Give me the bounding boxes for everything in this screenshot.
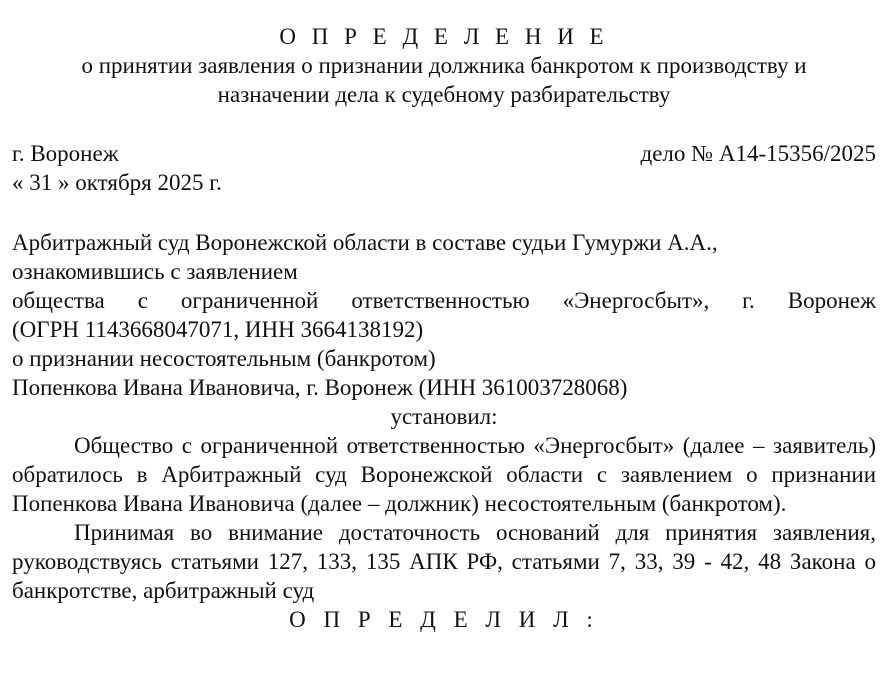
case-number: дело № А14-15356/2025	[640, 141, 876, 166]
intro-block	[12, 228, 876, 402]
paragraph-2: Принимая во внимание достаточность оснований для принятия заявления, руководствуясь статьями 127, 133, 135 АПК РФ, статьями 7, 33, 39 - 42, 48 Закона о банкротстве, арбитражный суд	[12, 520, 876, 603]
document-subtitle-line-1: о принятии заявления о признании должника банкротом к производству и	[81, 53, 807, 78]
intro-line-2: ознакомившись с заявлением	[12, 259, 298, 284]
intro-line-6: Попенкова Ивана Ивановича, г. Воронеж (ИНН 361003728068)	[12, 375, 628, 400]
document-date: « 31 » октября 2025 г.	[12, 170, 222, 195]
document-title: О П Р Е Д Е Л Е Н И Е	[279, 24, 609, 49]
document-subtitle-line-2: назначении дела к судебному разбирательству	[217, 82, 671, 107]
city: г. Воронеж	[12, 141, 119, 166]
ruling-heading: О П Р Е Д Е Л И Л :	[289, 607, 599, 632]
intro-line-3: общества с ограниченной ответственностью «Энергосбыт», г. Воронеж	[12, 288, 876, 313]
established-heading: установил:	[390, 404, 498, 429]
intro-line-4: (ОГРН 1143668047071, ИНН 3664138192)	[12, 317, 424, 342]
intro-line-5: о признании несостоятельным (банкротом)	[12, 346, 436, 371]
intro-line-1: Арбитражный суд Воронежской области в составе судьи Гумуржи А.А.,	[12, 230, 718, 255]
document-meta-row	[12, 139, 876, 168]
paragraph-1: Общество с ограниченной ответственностью «Энергосбыт» (далее – заявитель) обратилось в Арбитражный суд Воронежской области с заявлением о признании Попенкова Ивана Ивановича (далее – должник) несостоятельным (банкротом).	[12, 433, 876, 516]
document-page	[0, 22, 886, 687]
